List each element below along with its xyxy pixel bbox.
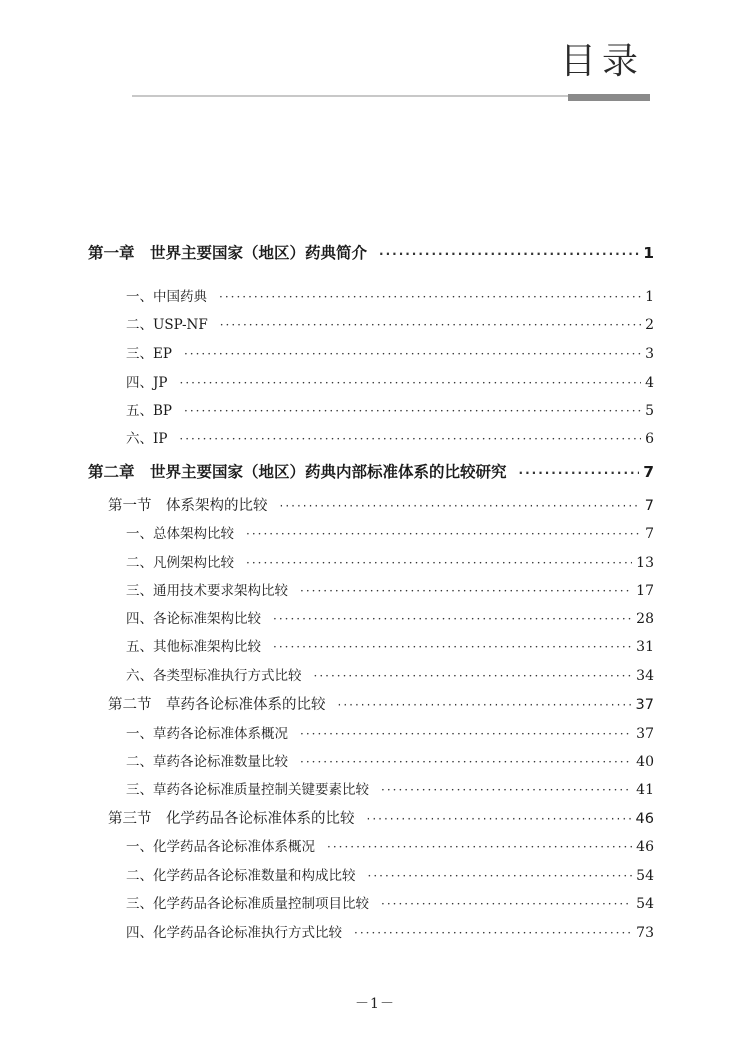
toc-entry-label: 三、草药各论标准质量控制关键要素比较 — [126, 782, 369, 798]
page-title: 目录 — [559, 41, 644, 82]
toc-entry-label: 六、各类型标准执行方式比较 — [126, 668, 302, 684]
toc-entry-page-number: 3 — [645, 346, 654, 362]
toc-entry-item[interactable] — [88, 399, 654, 419]
toc-entry-label: 三、EP — [126, 346, 172, 362]
dot-leader — [180, 376, 642, 390]
dot-leader — [280, 499, 641, 513]
dot-leader — [327, 840, 632, 854]
toc-entry-item[interactable] — [88, 722, 654, 742]
toc-entry-item[interactable] — [88, 835, 654, 855]
toc-entry-page-number: 31 — [636, 639, 654, 655]
toc-entry-page-number: 1 — [645, 289, 654, 305]
page-number: －1－ — [355, 996, 395, 1012]
toc-entry-label: 三、通用技术要求架构比较 — [126, 583, 288, 599]
dot-leader — [338, 698, 632, 712]
toc-entry-item[interactable] — [88, 522, 654, 542]
dot-leader — [300, 755, 632, 769]
dot-leader — [300, 727, 632, 741]
toc-entry-label: 第二节 草药各论标准体系的比较 — [108, 697, 326, 713]
toc-entry-section[interactable] — [88, 693, 654, 714]
toc-entry-page-number: 54 — [636, 868, 654, 884]
toc-entry-chapter[interactable] — [88, 460, 654, 482]
toc-entry-page-number: 40 — [636, 754, 654, 770]
toc-entry-section[interactable] — [88, 807, 654, 828]
toc-entry-item[interactable] — [88, 921, 654, 941]
toc-entry-label: 四、化学药品各论标准执行方式比较 — [126, 925, 342, 941]
toc-entry-item[interactable] — [88, 371, 654, 391]
dot-leader — [220, 318, 641, 332]
toc-entry-label: 五、BP — [126, 403, 173, 419]
toc-entry-item[interactable] — [88, 864, 654, 884]
toc-entry-label: 第二章 世界主要国家（地区）药典内部标准体系的比较研究 — [88, 463, 507, 481]
toc-entry-label: 二、化学药品各论标准数量和构成比较 — [126, 868, 356, 884]
toc-entry-label: 四、JP — [126, 375, 168, 391]
dot-leader — [379, 247, 639, 261]
dot-leader — [184, 404, 641, 418]
toc-entry-page-number: 41 — [636, 782, 654, 798]
toc-entry-page-number: 37 — [635, 697, 654, 713]
toc-entry-page-number: 1 — [643, 244, 654, 262]
toc-entry-page-number: 46 — [635, 811, 654, 827]
toc-entry-label: 六、IP — [126, 431, 168, 447]
toc-entry-page-number: 17 — [636, 583, 654, 599]
dot-leader — [381, 897, 632, 911]
toc-entry-label: 二、USP-NF — [126, 317, 208, 333]
dot-leader — [367, 812, 632, 826]
toc-entry-item[interactable] — [88, 750, 654, 770]
dot-leader — [519, 466, 640, 480]
dot-leader — [368, 869, 633, 883]
title-accent-bar — [568, 94, 650, 101]
toc-entry-page-number: 7 — [644, 498, 654, 514]
toc-entry-label: 一、中国药典 — [126, 289, 207, 305]
toc-entry-page-number: 54 — [636, 896, 654, 912]
toc-entry-item[interactable] — [88, 551, 654, 571]
toc-entry-item[interactable] — [88, 778, 654, 798]
toc-entry-chapter[interactable] — [88, 241, 654, 263]
dot-leader — [273, 640, 632, 654]
toc-entry-item[interactable] — [88, 635, 654, 655]
toc-entry-section[interactable] — [88, 494, 654, 515]
dot-leader — [300, 584, 632, 598]
toc-entry-page-number: 73 — [636, 925, 654, 941]
toc-entry-page-number: 4 — [645, 375, 654, 391]
dot-leader — [179, 432, 641, 446]
dot-leader — [219, 290, 641, 304]
toc-entry-label: 二、凡例架构比较 — [126, 555, 234, 571]
dot-leader — [314, 669, 633, 683]
toc-entry-page-number: 7 — [645, 526, 654, 542]
toc-entry-item[interactable] — [88, 892, 654, 912]
toc-entry-label: 一、总体架构比较 — [126, 526, 234, 542]
dot-leader — [273, 612, 632, 626]
toc-entry-label: 一、草药各论标准体系概况 — [126, 726, 288, 742]
toc-entry-label: 一、化学药品各论标准体系概况 — [126, 839, 315, 855]
toc-entry-page-number: 7 — [643, 463, 654, 481]
toc-entry-item[interactable] — [88, 342, 654, 362]
toc-entry-page-number: 28 — [636, 611, 654, 627]
dot-leader — [381, 783, 632, 797]
toc-entry-page-number: 34 — [636, 668, 654, 684]
toc-entry-label: 第一节 体系架构的比较 — [108, 498, 268, 514]
toc-entry-item[interactable] — [88, 664, 654, 684]
toc-entry-item[interactable] — [88, 313, 654, 333]
toc-entry-label: 二、草药各论标准数量比较 — [126, 754, 288, 770]
dot-leader — [354, 926, 632, 940]
toc-entry-page-number: 5 — [645, 403, 654, 419]
toc-entry-item[interactable] — [88, 427, 654, 447]
toc-entry-label: 第三节 化学药品各论标准体系的比较 — [108, 811, 355, 827]
dot-leader — [246, 556, 632, 570]
toc-entry-item[interactable] — [88, 579, 654, 599]
toc-entry-page-number: 46 — [636, 839, 654, 855]
dot-leader — [246, 527, 641, 541]
dot-leader — [184, 347, 641, 361]
toc-entry-page-number: 6 — [645, 431, 654, 447]
toc-entry-page-number: 37 — [636, 726, 654, 742]
toc-entry-label: 四、各论标准架构比较 — [126, 611, 261, 627]
toc-entry-item[interactable] — [88, 607, 654, 627]
toc-entry-label: 第一章 世界主要国家（地区）药典简介 — [88, 244, 368, 262]
toc-entry-label: 五、其他标准架构比较 — [126, 639, 261, 655]
toc-entry-page-number: 13 — [636, 555, 654, 571]
toc-entry-label: 三、化学药品各论标准质量控制项目比较 — [126, 896, 369, 912]
toc-entry-page-number: 2 — [645, 317, 654, 333]
toc-entry-item[interactable] — [88, 285, 654, 305]
